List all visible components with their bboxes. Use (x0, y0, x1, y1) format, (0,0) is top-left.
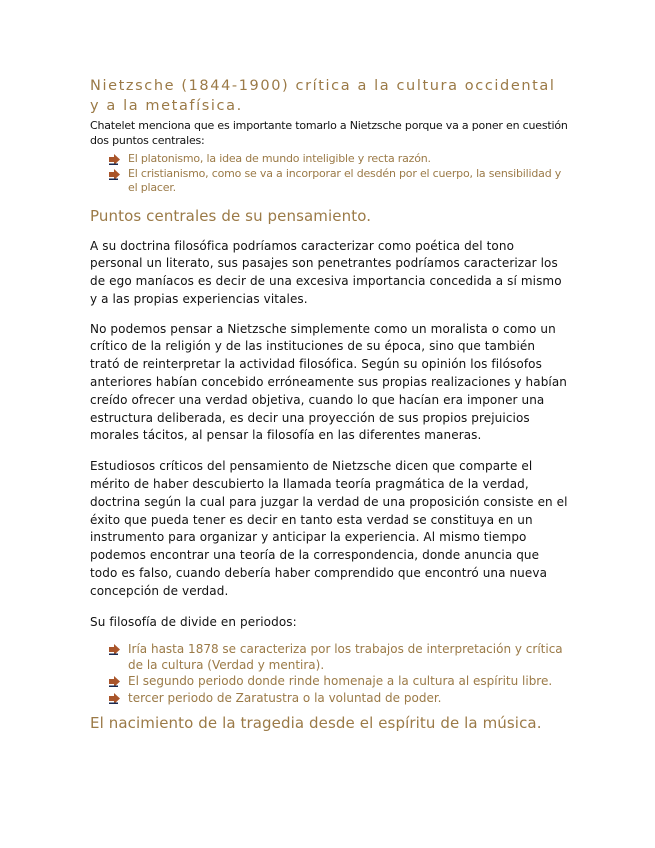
arrow-bullet-icon (108, 644, 120, 656)
list-item (90, 167, 568, 196)
arrow-bullet-icon (108, 676, 120, 688)
list-item-text: tercer periodo de Zaratustra o la voluntad de poder. (128, 690, 442, 705)
paragraph: A su doctrina filosófica podríamos caracterizar como poética del tono personal un literato, sus pasajes son penetrantes podríamos caracterizar los de ego maníacos es decir de una excesiva importancia concedida a sí mismo y a las propias experiencias vitales. (90, 238, 562, 306)
arrow-bullet-icon (108, 169, 120, 181)
paragraph: Estudiosos críticos del pensamiento de Nietzsche dicen que comparte el mérito de haber descubierto la llamada teoría pragmática de la verdad, doctrina según la cual para juzgar la verdad de una proposición consiste en el éxito que pueda tener es decir en tanto esta verdad se constituya en un instrumento para organizar y anticipar la experiencia. Al mismo tiempo podemos encontrar una teoría de la correspondencia, donde anuncia que todo es falso, cuando debería haber comprendido que encontró una nueva concepción de verdad. (90, 459, 568, 598)
section-heading: Puntos centrales de su pensamiento. (90, 206, 372, 225)
list-item (90, 674, 568, 690)
arrow-bullet-icon (108, 693, 120, 705)
list-item (90, 152, 568, 167)
list-item-text: El platonismo, la idea de mundo inteligible y recta razón. (128, 152, 431, 165)
periods-intro: Su filosofía de divide en periodos: (90, 614, 297, 629)
list-item-text: Iría hasta 1878 se caracteriza por los trabajos de interpretación y crítica de la cultura (Verdad y mentira). (128, 642, 563, 672)
arrow-bullet-icon (108, 154, 120, 166)
intro-paragraph: Chatelet menciona que es importante tomarlo a Nietzsche porque va a poner en cuestión dos puntos centrales: (90, 119, 568, 147)
paragraph: No podemos pensar a Nietzsche simplemente como un moralista o como un crítico de la religión y de las instituciones de su época, sino que también trató de reinterpretar la actividad filosófica. Según su opinión los filósofos anteriores habían concebido erróneamente sus propias realizaciones y habían creído ofrecer una verdad objetiva, cuando lo que hacían era imponer una estructura deliberada, es decir una proyección de sus propios prejuicios morales tácitos, al pensar la filosofía en las diferentes maneras. (90, 321, 568, 443)
central-points-list (90, 152, 568, 196)
periods-list (90, 642, 568, 706)
final-heading: El nacimiento de la tragedia desde el espíritu de la música. (90, 714, 542, 733)
list-item-text: El segundo periodo donde rinde homenaje a la cultura al espíritu libre. (128, 674, 553, 689)
list-item-text: El cristianismo, como se va a incorporar el desdén por el cuerpo, la sensibilidad y el placer. (128, 166, 562, 194)
list-item (90, 691, 568, 707)
document-title: Nietzsche (1844-1900) crítica a la cultura occidental y a la metafísica. (90, 78, 556, 114)
document-content (90, 76, 568, 733)
list-item (90, 642, 568, 673)
